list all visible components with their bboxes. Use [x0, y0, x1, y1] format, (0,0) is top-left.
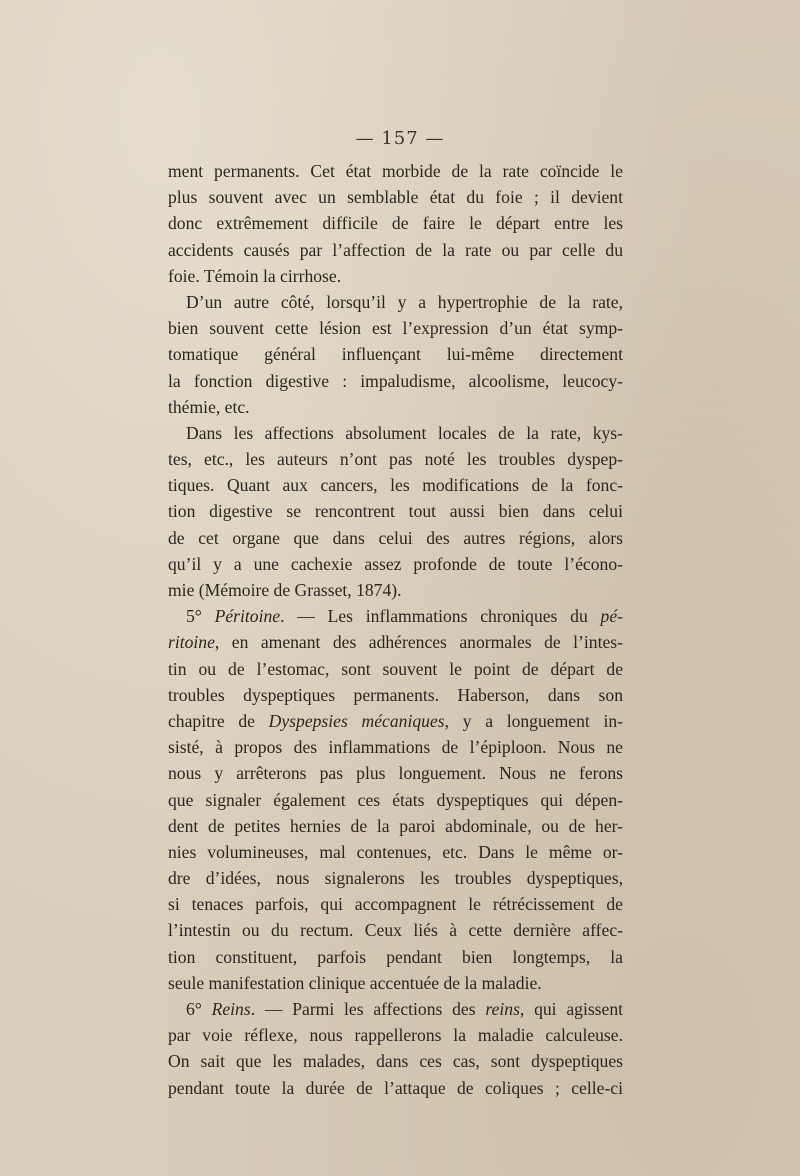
text-line: ritoine, en amenant des adhérences anormales de l’intes-: [168, 632, 623, 653]
text-line: bien souvent cette lésion est l’expression d’un état symp-: [168, 318, 623, 339]
text-line: D’un autre côté, lorsqu’il y a hypertrophie de la rate,: [186, 291, 623, 312]
text-line: ment permanents. Cet état morbide de la rate coïncide le: [168, 161, 623, 181]
text-line: pendant toute la durée de l’attaque de coliques ; celle-ci: [168, 1077, 623, 1098]
text-line: troubles dyspeptiques permanents. Haberson, dans son: [168, 684, 623, 705]
text-line: tomatique général influençant lui-même directement: [168, 344, 623, 365]
text-line: tion constituent, parfois pendant bien longtemps, la: [168, 946, 623, 967]
text-line: de cet organe que dans celui des autres régions, alors: [168, 527, 623, 548]
text-line: mie (Mémoire de Grasset, 1874).: [168, 580, 402, 600]
text-line: tion digestive se rencontrent tout aussi bien dans celui: [168, 501, 623, 522]
text-line: que signaler également ces états dyspeptiques qui dépen-: [168, 789, 623, 810]
text-line: tes, etc., les auteurs n’ont pas noté les troubles dyspep-: [168, 449, 623, 470]
text-line: si tenaces parfois, qui accompagnent le rétrécissement de: [168, 894, 623, 915]
text-line: 6° Reins. — Parmi les affections des reins, qui agissent: [186, 999, 624, 1019]
text-line: accidents causés par l’affection de la rate ou par celle du: [168, 239, 623, 260]
text-line: dre d’idées, nous signalerons les troubles dyspeptiques,: [168, 868, 623, 889]
text-line: nous y arrêterons pas plus longuement. Nous ne ferons: [168, 763, 623, 784]
text-line: tiques. Quant aux cancers, les modifications de la fonc-: [168, 475, 623, 496]
text-line: thémie, etc.: [168, 396, 250, 417]
text-line: nies volumineuses, mal contenues, etc. Dans le même or-: [168, 841, 623, 862]
page-number: — 157 —: [355, 128, 445, 149]
text-line: plus souvent avec un semblable état du foie ; il devient: [168, 187, 623, 208]
text-line: Dans les affections absolument locales de la rate, kys-: [186, 422, 623, 443]
text-line: sisté, à propos des inflammations de l’épiploon. Nous ne: [168, 737, 623, 758]
text-line: seule manifestation clinique accentuée de la maladie.: [168, 972, 542, 993]
text-line: On sait que les malades, dans ces cas, sont dyspeptiques: [168, 1051, 623, 1072]
text-line: la fonction digestive : impaludisme, alcoolisme, leucocy-: [168, 370, 623, 391]
text-line: chapitre de Dyspepsies mécaniques, y a longuement in-: [168, 710, 624, 731]
body-text: [168, 158, 623, 1101]
text-line: tin ou de l’estomac, sont souvent le point de départ de: [168, 658, 623, 679]
text-line: l’intestin ou du rectum. Ceux liés à cette dernière affec-: [168, 920, 623, 941]
text-line: foie. Témoin la cirrhose.: [168, 265, 342, 286]
text-line: 5° Péritoine. — Les inflammations chroniques du pé-: [186, 606, 623, 627]
text-line: par voie réflexe, nous rappellerons la maladie calculeuse.: [168, 1025, 623, 1046]
text-line: donc extrêmement difficile de faire le départ entre les: [168, 213, 623, 234]
text-line: qu’il y a une cachexie assez profonde de toute l’écono-: [168, 553, 623, 574]
text-line: dent de petites hernies de la paroi abdominale, ou de her-: [168, 815, 623, 836]
